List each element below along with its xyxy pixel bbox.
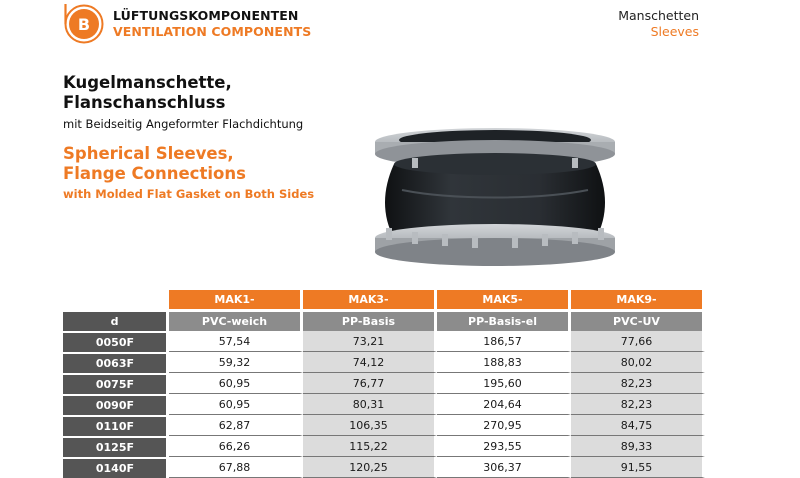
table-cell: 82,23 [571,373,705,394]
size-code: 0063F [63,352,169,373]
table-cell: 89,33 [571,436,705,457]
table-cell: 120,25 [303,457,437,478]
table-cell: 60,95 [169,373,303,394]
product-title-en-line1: Spherical Sleeves, [63,144,234,163]
table-row [63,415,705,436]
company-logo [62,2,104,44]
table-cell: 306,37 [437,457,571,478]
size-code: 0110F [63,415,169,436]
series-code-header: MAK3- [303,290,437,309]
table-cell: 73,21 [303,331,437,352]
table-cell: 82,23 [571,394,705,415]
table-cell: 293,55 [437,436,571,457]
table-cell: 57,54 [169,331,303,352]
table-cell: 74,12 [303,352,437,373]
product-title-de-line2: Flanschanschluss [63,93,226,112]
size-code: 0140F [63,457,169,478]
table-cell: 188,83 [437,352,571,373]
table-row [63,457,705,478]
series-code-header: MAK9- [571,290,705,309]
brand-name-de: LÜFTUNGSKOMPONENTEN [113,8,299,23]
table-cell: 77,66 [571,331,705,352]
category-en: Sleeves [650,24,699,39]
size-code: 0125F [63,436,169,457]
product-subtitle-en: with Molded Flat Gasket on Both Sides [63,187,315,201]
table-cell: 84,75 [571,415,705,436]
spherical-sleeve-image [372,120,618,270]
table-cell: 270,95 [437,415,571,436]
table-cell: 204,64 [437,394,571,415]
table-cell: 80,02 [571,352,705,373]
table-row [63,373,705,394]
table-cell: 115,22 [303,436,437,457]
product-title-en-line2: Flange Connections [63,164,246,183]
column-header-d: d [63,309,169,331]
material-header: PP-Basis [303,309,437,331]
material-header: PP-Basis-el [437,309,571,331]
product-title-de-line1: Kugelmanschette, [63,73,232,92]
table-cell: 76,77 [303,373,437,394]
table-cell: 80,31 [303,394,437,415]
size-code: 0075F [63,373,169,394]
table-cell: 106,35 [303,415,437,436]
table-cell: 60,95 [169,394,303,415]
product-title-de [63,73,232,113]
category-de: Manschetten [618,8,699,23]
product-subtitle-de: mit Beidseitig Angeformter Flachdichtung [63,117,304,131]
table-row [63,436,705,457]
size-code: 0090F [63,394,169,415]
material-header: PVC-weich [169,309,303,331]
table-row [63,352,705,373]
table-header-codes [63,290,705,309]
table-header-materials [63,309,705,331]
brand-name-en: VENTILATION COMPONENTS [113,24,312,39]
table-cell: 186,57 [437,331,571,352]
table-row [63,394,705,415]
logo-letter: B [77,15,91,34]
product-title-en [63,144,246,184]
material-header: PVC-UV [571,309,705,331]
table-cell: 66,26 [169,436,303,457]
dimension-table [63,290,705,478]
series-code-header: MAK1- [169,290,303,309]
series-code-header: MAK5- [437,290,571,309]
table-cell: 59,32 [169,352,303,373]
table-cell: 195,60 [437,373,571,394]
size-code: 0050F [63,331,169,352]
table-cell: 91,55 [571,457,705,478]
table-row [63,331,705,352]
table-cell: 62,87 [169,415,303,436]
table-cell: 67,88 [169,457,303,478]
